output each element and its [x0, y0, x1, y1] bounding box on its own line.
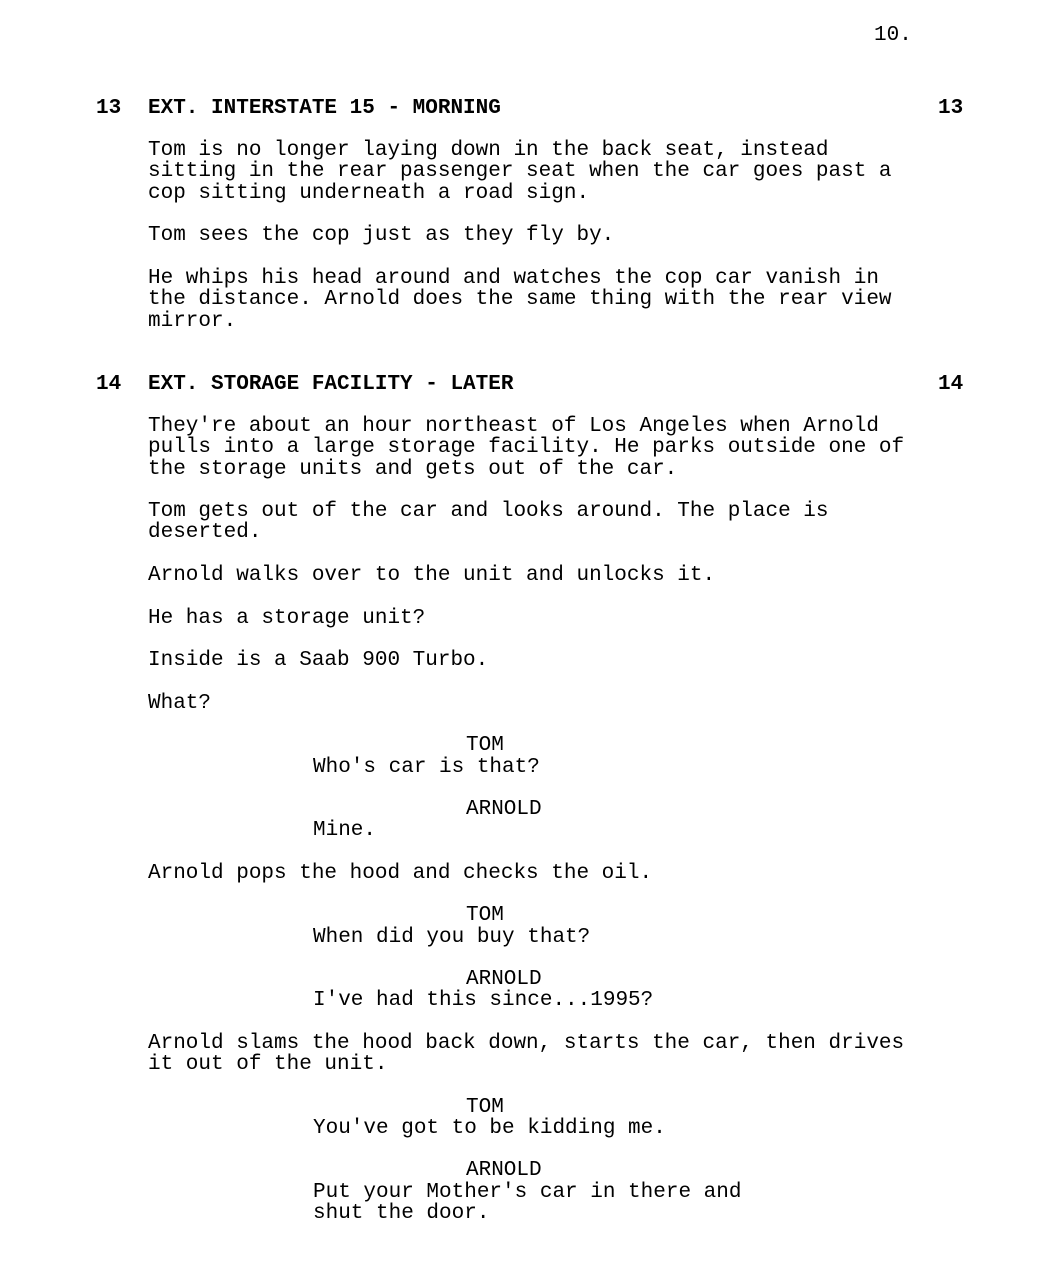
dialogue-line: You've got to be kidding me.	[313, 1117, 666, 1140]
dialogue-line: Put your Mother's car in there and shut the door.	[313, 1181, 742, 1226]
dialogue-line: I've had this since...1995?	[313, 989, 654, 1012]
dialogue-line: Mine.	[313, 819, 377, 842]
character-name: TOM	[466, 1096, 504, 1119]
character-name: ARNOLD	[466, 968, 542, 991]
action-paragraph: Tom sees the cop just as they fly by.	[148, 224, 615, 247]
character-name: ARNOLD	[466, 1159, 542, 1182]
action-paragraph: Arnold walks over to the unit and unlocks it.	[148, 564, 716, 587]
scene-number-right: 14	[938, 373, 964, 396]
scene-number-left: 14	[96, 373, 122, 396]
action-paragraph: He whips his head around and watches the cop car vanish in the distance. Arnold does the same thing with the rear view mirror.	[148, 267, 892, 333]
action-paragraph: Tom gets out of the car and looks around. The place is deserted.	[148, 500, 829, 545]
dialogue-line: Who's car is that?	[313, 756, 540, 779]
scene-heading: EXT. INTERSTATE 15 - MORNING	[148, 97, 501, 120]
action-paragraph: What?	[148, 692, 212, 715]
action-paragraph: Tom is no longer laying down in the back seat, instead sitting in the rear passenger seat when the car goes past a cop sitting underneath a road sign.	[148, 139, 892, 205]
scene-heading: EXT. STORAGE FACILITY - LATER	[148, 373, 514, 396]
character-name: TOM	[466, 734, 504, 757]
action-paragraph: He has a storage unit?	[148, 607, 426, 630]
scene-number-right: 13	[938, 97, 964, 120]
character-name: ARNOLD	[466, 798, 542, 821]
action-paragraph: They're about an hour northeast of Los Angeles when Arnold pulls into a large storage facility. He parks outside one of the storage units and gets out of the car.	[148, 415, 905, 481]
action-paragraph: Inside is a Saab 900 Turbo.	[148, 649, 489, 672]
character-name: TOM	[466, 904, 504, 927]
dialogue-line: When did you buy that?	[313, 926, 591, 949]
action-paragraph: Arnold pops the hood and checks the oil.	[148, 862, 653, 885]
action-paragraph: Arnold slams the hood back down, starts the car, then drives it out of the unit.	[148, 1032, 905, 1077]
scene-number-left: 13	[96, 97, 122, 120]
page-number: 10.	[874, 24, 912, 47]
